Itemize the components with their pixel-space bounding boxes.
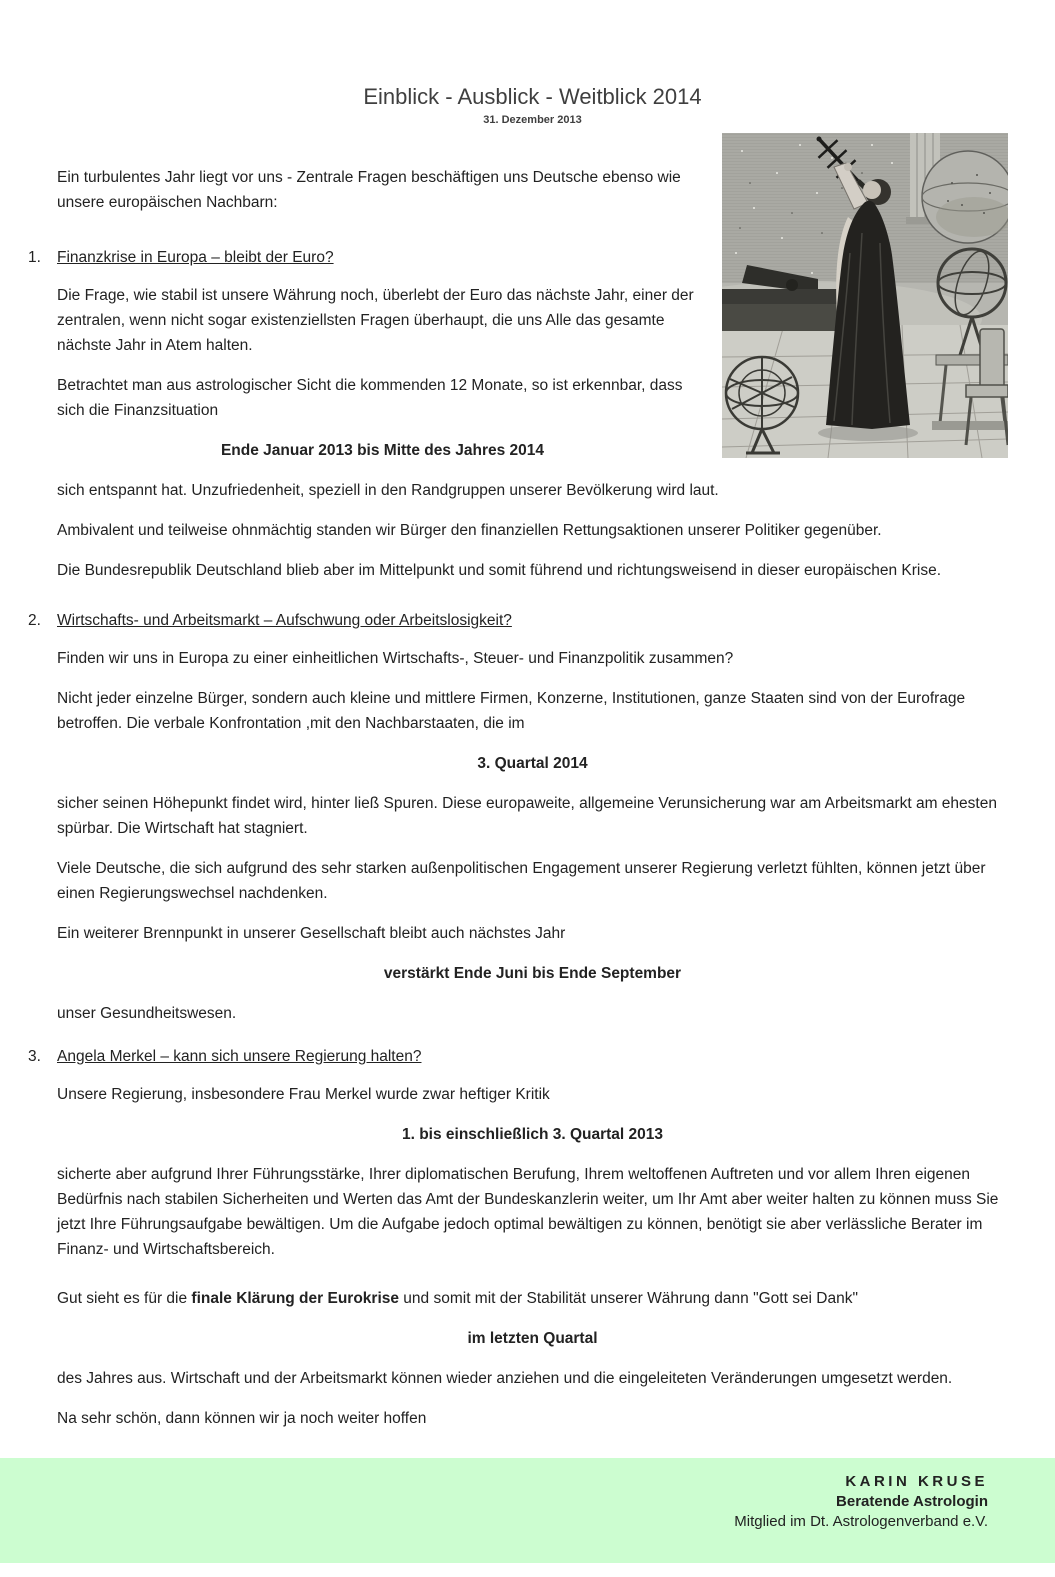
paragraph: des Jahres aus. Wirtschaft und der Arbeitsmarkt können wieder anziehen und die eingeleiteten Veränderungen umgesetzt werden. (57, 1370, 953, 1387)
section-heading (28, 245, 1008, 270)
celestial-globe (922, 151, 1008, 243)
section-number: 2. (28, 612, 41, 629)
bold-inline-text: finale Klärung der Eurokrise (191, 1290, 399, 1307)
paragraph: Unsere Regierung, insbesondere Frau Merkel wurde zwar heftiger Kritik (57, 1086, 550, 1103)
paragraph: Na sehr schön, dann können wir ja noch weiter hoffen (57, 1410, 427, 1427)
page-title: Einblick - Ausblick - Weitblick 2014 (363, 84, 702, 109)
section-heading (28, 1044, 1008, 1069)
highlight-date-range: 1. bis einschließlich 3. Quartal 2013 (401, 1126, 664, 1143)
highlight-date-range: im letzten Quartal (467, 1330, 598, 1347)
astronomer-engraving (722, 133, 1008, 458)
section-number: 1. (28, 249, 41, 266)
paragraph: Nicht jeder einzelne Bürger, sondern auch kleine und mittlere Firmen, Konzerne, Institutionen, ganze Staaten sind von der Eurofrage betroffen. Die verbale Konfrontation ,mit den Nachbarstaaten, die im (57, 690, 966, 732)
paragraph: unser Gesundheitswesen. (57, 1005, 237, 1022)
author-name: KARIN KRUSE (845, 1473, 988, 1490)
highlight-date-range: verstärkt Ende Juni bis Ende September (383, 965, 682, 982)
paragraph: sicherte aber aufgrund Ihrer Führungsstärke, Ihrer diplomatischen Berufung, Ihrem weltoffenen Auftreten und vor allem Ihren eigenen Bedürfnis nach stabilen Sicherheiten und Werten das Amt der Bundeskanzlerin weiter, um Ihr Amt aber weiter halten zu können muss Sie jetzt Ihre Führungsaufgabe bewältigen. Um die Aufgabe jedoch optimal bewältigen zu können, benötigt sie aber verlässliche Berater im Finanz- und Wirtschaftsbereich. (57, 1166, 999, 1258)
highlight-date-range: 3. Quartal 2014 (477, 755, 588, 772)
intro-paragraph: Ein turbulentes Jahr liegt vor uns - Zentrale Fragen beschäftigen uns Deutsche ebenso wie unsere europäischen Nachbarn: (57, 169, 681, 211)
paragraph: Betrachtet man aus astrologischer Sicht die kommenden 12 Monate, so ist erkennbar, dass sich die Finanzsituation (57, 377, 683, 419)
section-heading (28, 608, 1008, 633)
footer-band (0, 1458, 1055, 1563)
paragraph-with-bold (57, 1286, 1008, 1311)
paragraph-text: und somit mit der Stabilität unserer Währung dann "Gott sei Dank" (399, 1290, 858, 1307)
paragraph-text: Gut sieht es für die (57, 1290, 192, 1307)
paragraph: Finden wir uns in Europa zu einer einheitlichen Wirtschafts-, Steuer- und Finanzpolitik zusammen? (57, 650, 734, 667)
document-date: 31. Dezember 2013 (483, 114, 582, 126)
paragraph: Die Frage, wie stabil ist unsere Währung noch, überlebt der Euro das nächste Jahr, einer der zentralen, wenn nicht sogar existenziellsten Fragen überhaupt, die uns Alle das gesamte nächste Jahr in Atem halten. (57, 287, 694, 354)
section-number: 3. (28, 1048, 41, 1065)
paragraph: Ambivalent und teilweise ohnmächtig standen wir Bürger den finanziellen Rettungsaktionen unserer Politiker gegenüber. (57, 522, 882, 539)
section-title: Finanzkrise in Europa – bleibt der Euro? (57, 249, 334, 266)
paragraph: Die Bundesrepublik Deutschland blieb aber im Mittelpunkt und somit führend und richtungsweisend in dieser europäischen Krise. (57, 562, 941, 579)
section-merkel (28, 1044, 1008, 1431)
paragraph: sicher seinen Höhepunkt findet wird, hinter ließ Spuren. Diese europaweite, allgemeine Verunsicherung war am Arbeitsmarkt am ehesten spürbar. Die Wirtschaft hat stagniert. (57, 795, 997, 837)
section-wirtschaft (28, 608, 1008, 1026)
author-membership: Mitglied im Dt. Astrologenverband e.V. (734, 1513, 988, 1530)
author-role: Beratende Astrologin (836, 1493, 988, 1510)
section-title: Wirtschafts- und Arbeitsmarkt – Aufschwung oder Arbeitslosigkeit? (57, 612, 512, 629)
paragraph: Ein weiterer Brennpunkt in unserer Gesellschaft bleibt auch nächstes Jahr (57, 925, 566, 942)
paragraph: Viele Deutsche, die sich aufgrund des sehr starken außenpolitischen Engagement unserer Regierung verletzt fühlten, können jetzt über einen Regierungswechsel nachdenken. (57, 860, 986, 902)
paragraph: sich entspannt hat. Unzufriedenheit, speziell in den Randgruppen unserer Bevölkerung wird laut. (57, 482, 719, 499)
section-title: Angela Merkel – kann sich unsere Regierung halten? (57, 1048, 422, 1065)
highlight-date-range: Ende Januar 2013 bis Mitte des Jahres 2014 (220, 442, 545, 459)
